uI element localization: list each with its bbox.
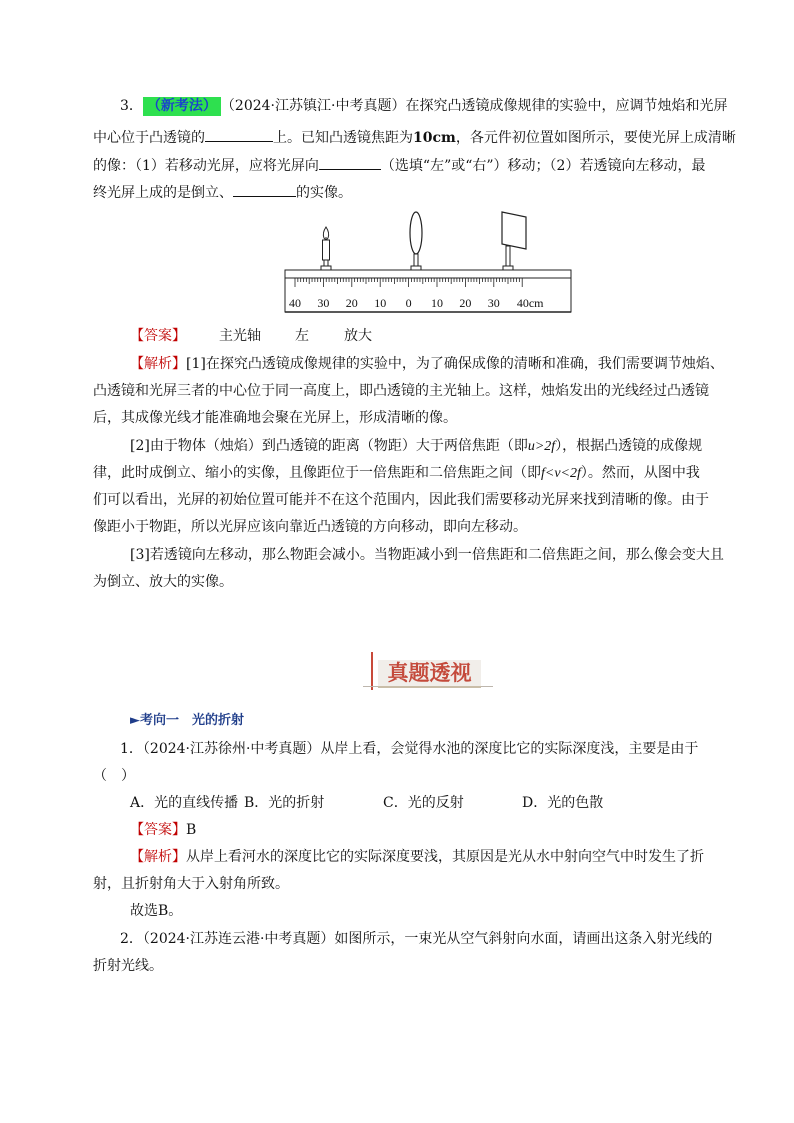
- q1-conclusion: 故选B。: [130, 903, 183, 919]
- ruler-label: 30: [317, 296, 330, 310]
- analysis-label: 【解析】: [130, 356, 186, 372]
- ruler-label: 0: [405, 296, 412, 310]
- light-screen-icon: [502, 212, 526, 270]
- ruler-label: 20: [345, 296, 358, 310]
- blank-1: [205, 126, 273, 142]
- analysis-p2-l4: 像距小于物距，所以光屏应该向靠近凸透镜的方向移动，即向左移动。: [93, 519, 527, 535]
- q1-analysis-label: 【解析】: [130, 849, 186, 865]
- ruler-label: 30: [487, 296, 500, 310]
- section-title-accent: [371, 652, 373, 690]
- q3-analysis-p2-l2: [93, 463, 700, 484]
- q1-answer-label: 【答案】: [130, 822, 186, 838]
- topic-heading: [130, 711, 244, 731]
- q3-line1: [120, 96, 727, 116]
- analysis-p2-l3: 们可以看出，光屏的初始位置可能并不在这个范围内，因此我们需要移动光屏来找到清晰的像。由于: [93, 492, 709, 508]
- option-b: B．光的折射: [244, 795, 325, 811]
- analysis-p3-l2: 为倒立、放大的实像。: [93, 574, 233, 590]
- ruler-label: 40cm: [516, 296, 544, 310]
- q3-line3-a: 的像：（1）若移动光屏，应将光屏向: [93, 158, 319, 174]
- topic-text: 考向一 光的折射: [140, 713, 245, 728]
- q3-line3: [93, 154, 705, 176]
- analysis-p3-l1: [3]若透镜向左移动，那么物距会减小。当物距减小到一倍焦距和二倍焦距之间，那么像会变大且: [130, 547, 724, 563]
- math-u-gt-2f: u>2f: [527, 439, 556, 454]
- q3-line2: [93, 126, 736, 148]
- option-d: D．光的色散: [522, 795, 604, 811]
- q1-analysis-l2: 射，且折射角大于入射角所致。: [93, 876, 289, 892]
- q3-line2-a: 中心位于凸透镜的: [93, 130, 205, 146]
- optical-bench-figure: [282, 207, 582, 317]
- q1-analysis-line1: [130, 847, 704, 867]
- q3-analysis-l1: [130, 354, 724, 374]
- analysis-p1-l1: [1]在探究凸透镜成像规律的实验中，为了确保成像的清晰和准确，我们需要调节烛焰、: [186, 356, 724, 372]
- blank-3: [233, 181, 296, 197]
- q3-analysis-p2-l1: [130, 436, 702, 457]
- analysis-p1-l3: 后，其成像光线才能准确地会聚在光屏上，形成清晰的像。: [93, 410, 457, 426]
- ruler-label: 40: [289, 296, 301, 310]
- analysis-p2-l1-b: ），根据凸透镜的成像规: [555, 438, 703, 454]
- ruler-label: 10: [431, 296, 443, 310]
- option-a: A．光的直线传播: [130, 795, 239, 811]
- analysis-p2-l2-b: ）。然而，从图中我: [580, 465, 700, 481]
- q1-answer-line: [130, 820, 196, 840]
- q2-line2: 折射光线。: [93, 958, 163, 974]
- new-method-tag: （新考法）: [143, 97, 221, 116]
- analysis-p2-l2-a: 律，此时成倒立、缩小的实像，且像距位于一倍焦距和二倍焦距之间（即: [93, 465, 541, 481]
- option-c: C．光的反射: [383, 795, 464, 811]
- q1-line2: （ ）: [93, 768, 135, 784]
- q3-answer-line: [130, 326, 186, 346]
- blank-2: [319, 154, 381, 170]
- answer-2: 左: [295, 328, 309, 344]
- section-title: 真题透视: [378, 660, 481, 688]
- q3-line4-b: 的实像。: [296, 185, 352, 201]
- q3-line3-b: （选填“左”或“右”）移动；（2）若透镜向左移动，最: [380, 158, 706, 174]
- q1-answer: B: [186, 822, 197, 838]
- q1-analysis-l1: 从岸上看河水的深度比它的实际深度要浅，其原因是光从水中射向空气中时发生了折: [186, 849, 704, 865]
- candle-icon: [321, 227, 331, 270]
- ruler-label: 10: [374, 296, 387, 310]
- answer-1: 主光轴: [219, 328, 261, 344]
- q3-number: 3．: [120, 98, 143, 114]
- q2-line1: 2．（2024·江苏连云港·中考真题）如图所示，一束光从空气斜射向水面，请画出这条入射光线的: [120, 931, 713, 947]
- answer-3: 放大: [344, 328, 372, 344]
- q3-line4-a: 终光屏上成的是倒立、: [93, 185, 233, 201]
- analysis-p2-l1-a: [2]由于物体（烛焰）到凸透镜的距离（物距）大于两倍焦距（即: [130, 438, 528, 454]
- analysis-p1-l2: 凸透镜和光屏三者的中心位于同一高度上，即凸透镜的主光轴上。这样，烛焰发出的光线经过凸透镜: [93, 383, 709, 399]
- math-f-lt-v-lt-2f: f<v<2f: [541, 466, 581, 481]
- q1-line1: 1．（2024·江苏徐州·中考真题）从岸上看，会觉得水池的深度比它的实际深度浅，主要是由于: [120, 741, 699, 757]
- focal-length: 10cm: [413, 130, 456, 146]
- answer-label: 【答案】: [130, 328, 186, 344]
- q3-line4: [93, 181, 352, 203]
- ruler-label: 20: [459, 296, 472, 310]
- triangle-bullet-icon: ►: [130, 713, 140, 728]
- q3-line2-c: ，各元件初位置如图所示，要使光屏上成清晰: [455, 130, 736, 146]
- q3-line1-text: （2024·江苏镇江·中考真题）在探究凸透镜成像规律的实验中，应调节烛焰和光屏: [220, 98, 728, 114]
- convex-lens-icon: [410, 212, 422, 270]
- q3-line2-b: 上。已知凸透镜焦距为: [273, 130, 413, 146]
